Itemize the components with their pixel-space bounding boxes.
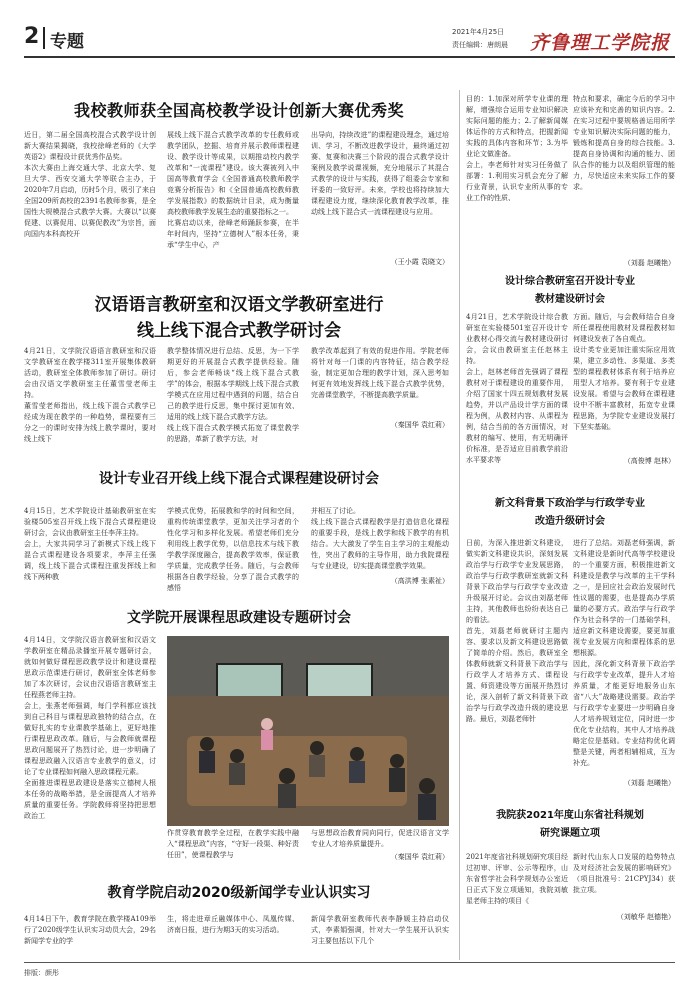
article-title: 设计综合教研室召开设计专业 (505, 276, 635, 287)
header-editor: 责任编辑：唐朗晨 (452, 41, 508, 49)
article-byline: （秦国华 袁红莉） (390, 853, 449, 861)
layout-credit: 排版：颜彤 (24, 969, 59, 977)
header-rule (24, 56, 675, 58)
article-body: 出导向，持续改进”的课程建设理念，通过培训、学习，不断改进教学设计，最终通过初赛、复赛和决赛三个阶段的混合式教学设计案例及教学说课视频，充分地展示了其混合式教学的设计与实践，获得了组委会专家和评委的一致好评。未来，学校也将持续加大课程建设力度，继续深化教育教学改革，推动线上线下混合式一流课程建设与应用。 (311, 131, 449, 216)
article-body: 生，将走进章丘融媒体中心、凤凰传媒、济南日报，进行为期3天的实习活动。 (167, 915, 299, 934)
article-body: 4月15日，艺术学院设计基础教研室在实验楼505室召开线上线下混合式课程建设研讨会，会议由教研室主任李萍主持。 会上，大家共同学习了新模式下线上线下混合式课程建设各项要求，李萍主任强调，线上线下混合式课程注重发挥线上和线下两种教 (24, 507, 156, 581)
article-title: 文学院开展课程思政建设专题研讨会 (127, 610, 351, 626)
photo-caption: 作贯穿教育教学全过程，在教学实践中融入“课程思政”内容，“守好一段渠、种好责任田”，使课程教学与 (167, 829, 299, 859)
article-byline: （刘磊 赵曦艳） (623, 779, 675, 787)
article-body: 与思想政治教育同向同行，促进汉语言文学专业人才培养质量提升。 (311, 829, 449, 848)
meeting-photo (167, 636, 449, 826)
article-byline: （秦国华 袁红莉） (390, 421, 449, 429)
column-divider (459, 90, 460, 960)
article-title: 我院获2021年度山东省社科规划 (496, 810, 644, 821)
article-body: 方面。随后，与会教师结合自身所任课程使用教材及课程教材如何建设发表了各自观点。 设计类专业更加注重实际应用效果，建立多动性、多渠道、多类型的课程教材体系有利于培养应用型人才培养。要有利于专业建设发展。希望与会教师在课程建设中不断丰富教材，拓宽专业课程思路，为学院专业建设发展打下坚实基础。 (573, 313, 675, 431)
article-body: 近日，第二届全国高校混合式教学设计创新大赛结果揭晓，我校徐峰老师的《大学英语2》课程设计获优秀作品奖。 本次大赛由上海交通大学、北京大学、复旦大学、西安交通大学等联合主办，于2020年7月启动，历时5个月，吸引了来自全国209所高校的2391名教师参赛，是全国性大规模混合式教学大赛。大赛以“以赛促建、以赛促用、以赛促教改”为宗旨，面向国内本科高校开 (24, 131, 156, 238)
article-body: 学模式优势，拓展教和学的时间和空间，重构传统课堂教学，更加关注学习者的个性化学习和多样化发展。希望老师们充分利用线上教学优势，以信息技术与线下教学教学深度融合，提高教学效率，保证教学质量，完成教学任务。随后，与会教师根据各自教学经验，分享了混合式教学的感悟 (167, 507, 299, 592)
article-body: 教学整体情况进行总结、反思，为一下学期更好的开展混合式教学提供经验。随后，参会老师畅谈“线上线下混合式教学”的体会，根据本学期线上线下混合式教学模式在应用过程中遇到的问题，结合自己的教学进行反思，集中探讨更加有效、适用的线上线下混合式教学方法。 线上线下混合式教学模式拓宽了课堂教学的思路，革新了教学方法，对 (167, 347, 299, 443)
footer-rule (24, 962, 675, 963)
article-byline: （高俊博 赵林） (623, 457, 675, 465)
article-title: 教育学院启动2020级新闻学专业认识实习 (107, 885, 371, 901)
article-body: 4月21日，艺术学院设计综合教研室在实验楼501室召开设计专业教材心得交流与教材建设研讨会，会议由教研室主任赵林主持。 会上，赵林老师首先强调了课程教材对于课程建设的重要作用，介绍了国家十四五规划教材发展趋势，并以产品设计学方面的课程为例，从教材内容、从课程为例，结合当前的各方面情况，对教材的编写、使用，有无明确评价标准，是否适应目前教学前沿水平要求等 (466, 313, 568, 464)
article-body: 4月21日，文学院汉语语言教研室和汉语文学教研室在教学楼311室开展集体教研活动，教研室全体教师参加了研讨。研讨会由汉语文学教研室主任董雪莹老师主持。 董雪莹老师指出，线上线下混合式教学已经成为现在教学的一种趋势，课程要有三分之一的课时安排为线上教学课时，要对线上线下 (24, 347, 156, 443)
article-body: 教学改革起到了有效的促进作用。学院老师将针对每一门课的内容特征，结合教学经验，制定更加合理的教学计划，深入思考如何更有效地发挥线上线下混合式教学优势，完善课堂教学，不断提高教学质量。 (311, 347, 449, 399)
article-body: 新闻学教研室教师代表李静媛主持启动仪式，李素娟强调，针对大一学生展开认识实习主要包括以下几个 (311, 915, 449, 945)
article-title: 改造升级研讨会 (535, 516, 605, 527)
meeting-photo-icon (167, 636, 449, 826)
article-title: 教材建设研讨会 (535, 294, 605, 305)
article-body: 4月14日下午，教育学院在教学楼A109举行了2020级学生认识实习动员大会，29名新闻学专业的学 (24, 915, 156, 945)
page-number: 2 (24, 24, 40, 49)
header-divider-icon (43, 27, 45, 49)
section-title: 专题 (50, 32, 84, 52)
article-title: 研究课题立项 (540, 828, 600, 839)
article-byline: （高洪博 张素祉） (390, 577, 449, 585)
article-body: 特点和要求，确定今后的学习中应该补充和完善的知识内容。2.在实习过程中要规格善运用所学专业知识解决实际问题的能力，锻炼和提高自身的综合技能。3.提高自身协调和沟通的能力、团队合作的能力以及组织管理的能力，尽快适应未来实际工作的要求。 (573, 95, 675, 191)
article-title: 设计专业召开线上线下混合式课程建设研讨会 (99, 471, 379, 487)
article-body: 目的：1.加深对所学专业课的理解，增强综合运用专业知识解决实际问题的能力；2.了解新闻媒体运作的方式和特点，把握新闻实践的具体内容和环节；3.为毕业论文做准备。 会上，李老师针对实习任务做了部署：1.利用实习机会充分了解行业背景，认识专业所从事的专业工作的性质、 (466, 95, 568, 202)
article-body: 新时代山东人口发展的趋势特点及对经济社会发展的影响研究》（项目批准号：21CPYJ34）获批立项。 (573, 853, 675, 894)
article-body: 2021年度省社科规划研究项目经过初审、评审、公示等程序，山东省哲学社会科学规划办公室近日正式下发立项通知，我院刘敏星老师主持的项目《 (466, 853, 568, 905)
article-title: 新文科背景下政治学与行政学专业 (495, 498, 645, 509)
article-body: 并相互了讨论。 线上线下混合式课程教学是打造信息化课程的重要手段，是线上教学和线下教学的有机结合。大大激发了学生自主学习的主观能动性，突出了教师的主导作用，助力我院课程与专业建设，切实提高课堂教学效果。 (311, 507, 449, 570)
article-title: 线上线下混合式教学研讨会 (137, 321, 341, 341)
article-title: 汉语语言教研室和汉语文学教研室进行 (94, 295, 384, 315)
article-byline: （王小霞 袁晓文） (390, 258, 449, 266)
article-title: 我校教师获全国高校教学设计创新大赛优秀奖 (73, 101, 404, 120)
article-body: 日前，为深入推进新文科建设，做实新文科建设共识，深刻发展政治学与行政学专业发展思路，政治学与行政学教研室就新文科背景下政治学与行政学专业改造升级展开讨论。会议由刘磊老师主持，其他教师也纷纷表达自己的看法。 首先，刘磊老师就研讨主题内容、要求以及新文科建设思路做了简单的介绍。然后，教研室全体教师就新文科背景下政治学与行政学人才培养方式、课程设置、师资建设等方面展开热烈讨论，深入剖析了新文科背景下政治学与行政学改造升级的建设思路。最后，刘磊老师针 (466, 539, 568, 723)
masthead-logo: 齐鲁理工学院报 (530, 32, 671, 54)
article-body: 4月14日，文学院汉语言教研室和汉语文学教研室在精品录播室开展专题研讨会，就如何做好课程思政教学设计和建设课程思政示范课进行研讨，教研室全体老师参加了本次研讨，会议由汉语语言教研室主任程燕老师主持。 会上，张燕老师强调，每门学科都应该找到自己科目与课程思政独特的结合点，在做好扎实的专业课教学基础上，更好地推行课程思政改革。随后，与会教师就课程思政问题展开了热烈讨论，进一步明确了课程思政融入汉语言专业教学的意义，讨论了专业课程如何融入思政课程元素。 全面推进课程思政建设是落实立德树人根本任务的战略举措，是全面提高人才培养质量的重要任务。学院教师将坚持把思想政治工 (24, 636, 156, 820)
article-byline: （刘磊 赵曦艳） (623, 259, 675, 267)
article-body: 展线上线下混合式教学改革的专任教师或教学团队，挖掘、培育并展示教师课程建设、教学设计等成果，以期推动校内教学改革和“一流课程”建设。该大赛被列入中国高等教育学会《全国普通高校教师教学竞赛分析报告》和《全国普通高校教师教学发展指数》的数据统计目录，成为衡量高校教师教学发展生态的重要指标之一。 比赛启动以来，徐峰老师踊跃参赛，在半年时间内，坚持“立德树人”根本任务，秉承“学生中心，产 (167, 131, 299, 249)
issue-date: 2021年4月25日 (452, 28, 505, 36)
article-byline: （刘敏华 赵德艳） (616, 913, 675, 921)
article-body: 进行了总结。刘磊老师强调，新文科建设是新时代高等学校建设的一个重要方面，积极推进新文科建设是教学与改革的主干学科之一，是回应社会政治发展时代性议题的需要，也是提高办学质量的必要方式。政治学与行政学作为社会科学的一门基础学科，适应新文科建设需要，要更加重视专业发展方向和课程体系的思想根源。 因此，深化新文科背景下政治学与行政学专业改革，提升人才培养质量，才能更好地服务山东省“八大”战略建设需要。政治学与行政学专业要进一步明确自身人才培养规划定位，同时进一步优化专业结构，其中人才培养战略定位是基础。专业结构优化调整是关键，两者相辅相成，互为补充。 (573, 539, 675, 767)
